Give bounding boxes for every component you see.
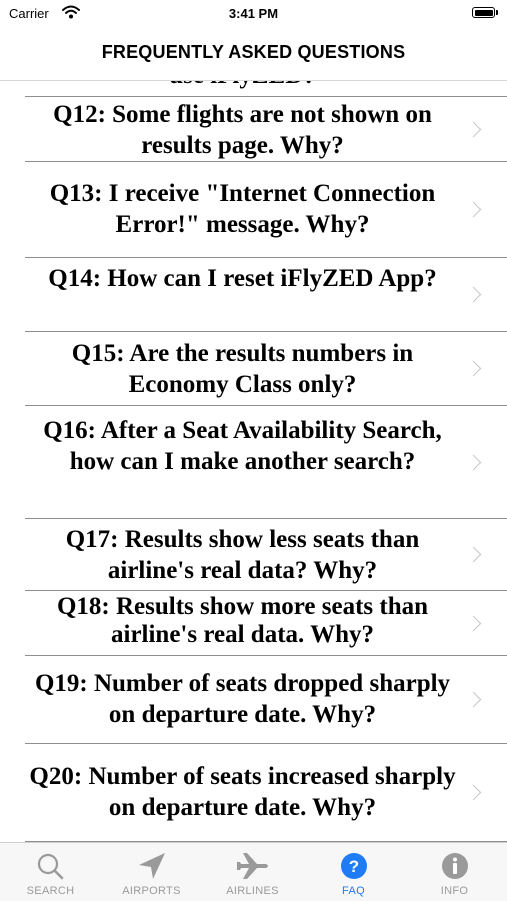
question-text: Q17: Results show less seats than airline's real data? Why? <box>65 526 420 584</box>
question-text: Q20: Number of seats increased sharply on departure date. Why? <box>29 763 456 821</box>
chevron-right-icon <box>466 361 482 377</box>
chevron-right-icon <box>466 547 482 563</box>
page-title: FREQUENTLY ASKED QUESTIONS <box>101 42 406 62</box>
chevron-right-icon <box>466 692 482 708</box>
tab-label: SEARCH <box>26 885 75 897</box>
faq-row-q20[interactable] <box>25 744 507 842</box>
tab-label: INFO <box>440 885 469 897</box>
tab-faq[interactable] <box>303 843 404 901</box>
chevron-right-icon <box>466 455 482 471</box>
faq-list[interactable] <box>0 62 507 842</box>
faq-row-q19[interactable] <box>25 656 507 744</box>
airplane-icon <box>202 851 303 881</box>
navigation-bar <box>0 30 507 81</box>
question-text: Q12: Some flights are not shown on results page. Why? <box>53 101 432 159</box>
chevron-right-icon <box>466 202 482 218</box>
faq-row-q13[interactable] <box>25 162 507 258</box>
faq-row-q14[interactable] <box>25 258 507 332</box>
airports-icon <box>101 851 202 881</box>
question-text: Q14: How can I reset iFlyZED App? <box>48 265 437 292</box>
faq-row-q15[interactable] <box>25 332 507 406</box>
svg-text:?: ? <box>348 857 360 876</box>
tab-airlines[interactable] <box>202 843 303 901</box>
tab-label: FAQ <box>342 885 365 897</box>
tab-label: AIRLINES <box>226 885 279 897</box>
faq-row-q18[interactable] <box>25 591 507 656</box>
battery-tip <box>496 10 498 15</box>
info-icon <box>404 851 505 881</box>
tab-info[interactable] <box>404 843 505 901</box>
status-bar <box>0 0 507 28</box>
tab-search[interactable] <box>0 843 101 901</box>
clock: 3:41 PM <box>228 6 279 21</box>
battery-icon <box>472 7 495 18</box>
faq-row-q12[interactable] <box>25 97 507 162</box>
tab-label: AIRPORTS <box>122 885 181 897</box>
carrier-label: Carrier <box>9 6 49 21</box>
faq-row-q17[interactable] <box>25 519 507 591</box>
question-text: Q13: I receive "Internet Connection Error!" message. Why? <box>49 180 436 238</box>
question-text: Q19: Number of seats dropped sharply on departure date. Why? <box>34 670 451 728</box>
faq-row-q16[interactable] <box>25 406 507 519</box>
question-icon <box>303 851 404 881</box>
chevron-right-icon <box>466 785 482 801</box>
question-text: Q15: Are the results numbers in Economy Class only? <box>71 340 414 398</box>
search-icon <box>0 851 101 881</box>
question-text: Q16: After a Seat Availability Search, how can I make another search? <box>43 417 442 475</box>
chevron-right-icon <box>466 122 482 138</box>
chevron-right-icon <box>466 287 482 303</box>
tab-airports[interactable] <box>101 843 202 901</box>
chevron-right-icon <box>466 616 482 632</box>
tab-bar <box>0 842 507 901</box>
question-text: Q18: Results show more seats than airline's real data. Why? <box>56 593 429 648</box>
